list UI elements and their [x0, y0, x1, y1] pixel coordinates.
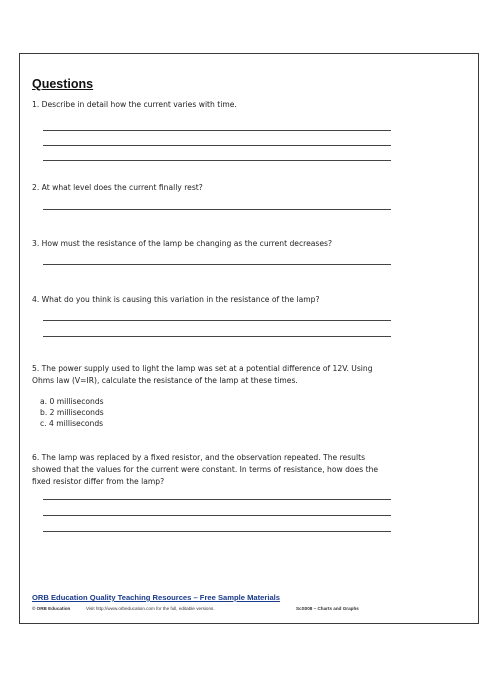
page-frame — [19, 53, 479, 624]
question-3: 3. How must the resistance of the lamp be changing as the current decreases? — [32, 239, 333, 248]
answer-line — [43, 209, 391, 210]
footer-visit-link[interactable]: Visit http://www.orbeducation.com for the full, editable versions. — [86, 606, 215, 611]
question-5-part-b: b. 2 milliseconds — [40, 408, 104, 417]
answer-line — [43, 336, 391, 337]
footer-title: ORB Education Quality Teaching Resources – Free Sample Materials — [32, 593, 280, 602]
answer-line — [43, 320, 391, 321]
answer-line — [43, 515, 391, 516]
question-2: 2. At what level does the current finally rest? — [32, 183, 203, 192]
answer-line — [43, 145, 391, 146]
question-5-part-c: c. 4 milliseconds — [40, 419, 104, 428]
question-5-part-a: a. 0 milliseconds — [40, 397, 104, 406]
footer-copyright: © ORB Education — [32, 606, 71, 611]
page-title: Questions — [32, 77, 94, 91]
answer-line — [43, 531, 391, 532]
answer-line — [43, 499, 391, 500]
answer-line — [43, 264, 391, 265]
answer-line — [43, 130, 391, 131]
question-6: 6. The lamp was replaced by a fixed resistor, and the observation repeated. The results showed that the values for the current were constant. In terms of resistance, how does the fixed resistor differ from the lamp? — [32, 453, 379, 486]
footer-code: ScS008 – Charts and Graphs — [296, 606, 359, 611]
question-5: 5. The power supply used to light the lamp was set at a potential difference of 12V. Using Ohms law (V=IR), calculate the resistance of the lamp at these times. — [32, 364, 373, 385]
answer-line — [43, 160, 391, 161]
question-1: 1. Describe in detail how the current varies with time. — [32, 100, 237, 109]
question-4: 4. What do you think is causing this variation in the resistance of the lamp? — [32, 295, 320, 304]
